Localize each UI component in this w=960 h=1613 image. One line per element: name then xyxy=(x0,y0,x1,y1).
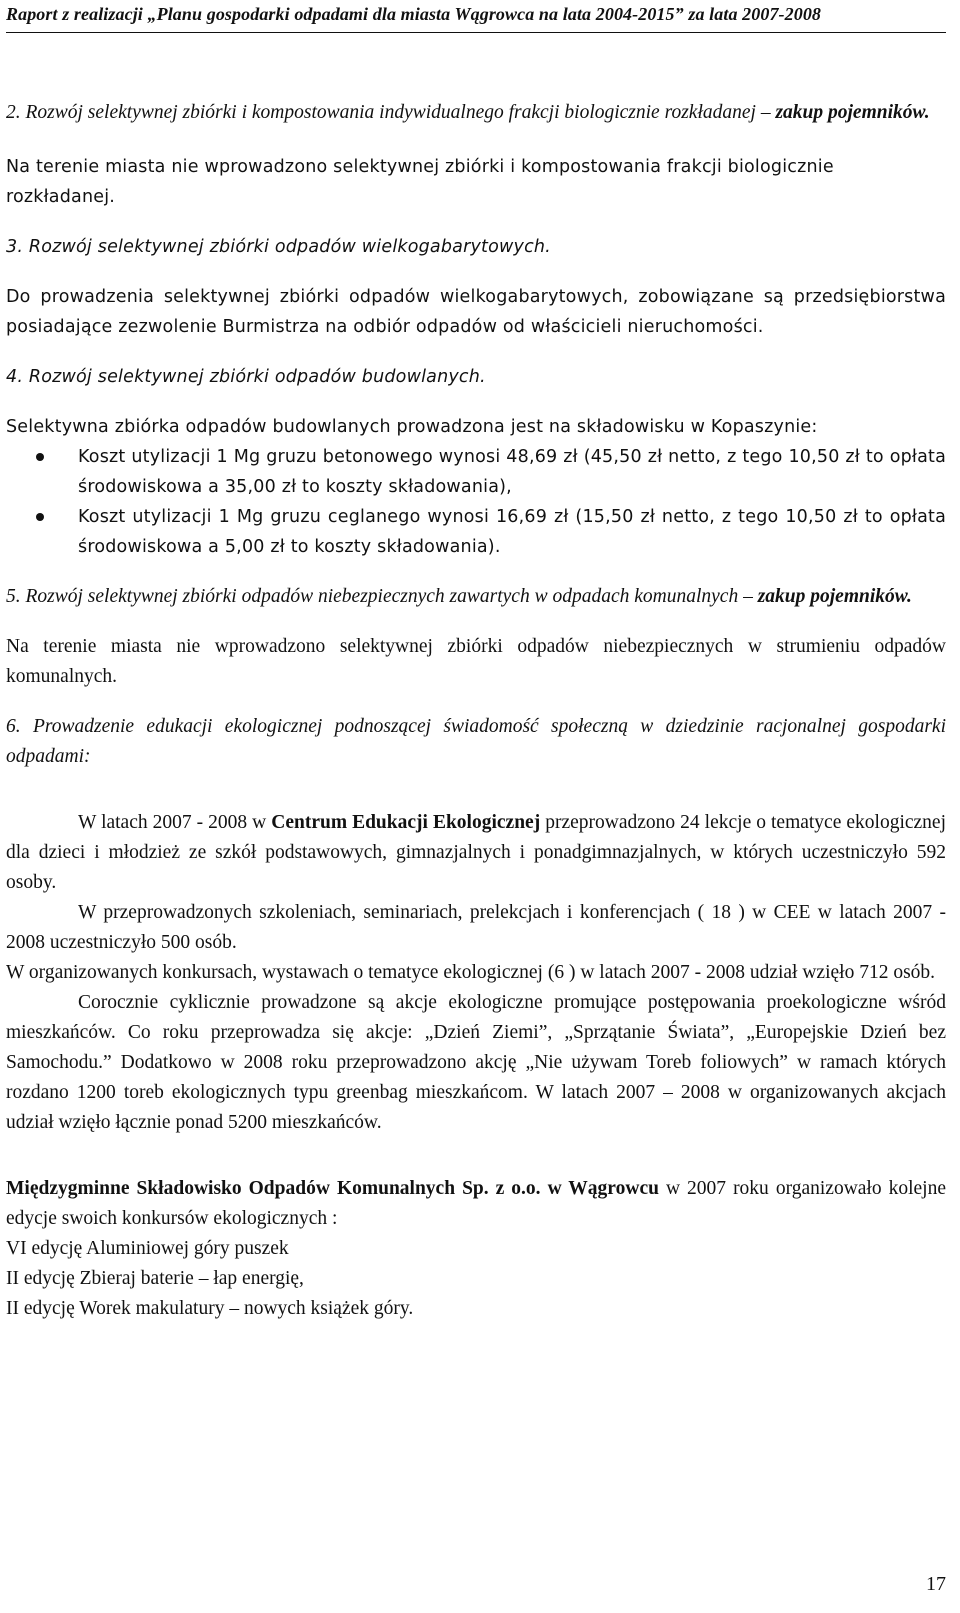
section-6-paragraph-3: W organizowanych konkursach, wystawach o tematyce ekologicznej (6 ) w latach 2007 - 2008 udział wzięło 712 osób. xyxy=(6,962,936,983)
paragraph-text: przeprowadzono 24 lekcje o tematyce ekologicznej dla dzieci i młodzież ze szkół podstawowych, gimnazjalnych i ponadgimnazjalnych, w których uczestniczyło 592 osoby. xyxy=(6,812,947,893)
paragraph-text: w 2007 roku organizowało kolejne edycje swoich konkursów ekologicznych : xyxy=(6,1178,947,1229)
section-5-heading-text: 5. Rozwój selektywnej zbiórki odpadów niebezpiecznych zawartych w odpadach komunalnych – xyxy=(6,586,758,607)
page-number: 17 xyxy=(926,1573,946,1595)
section-3-heading: 3. Rozwój selektywnej zbiórki odpadów wielkogabarytowych. xyxy=(6,237,551,257)
section-2-heading xyxy=(6,98,946,128)
section-6-paragraph-2: W przeprowadzonych szkoleniach, seminariach, prelekcjach i konferencjach ( 18 ) w CEE w latach 2007 - 2008 uczestniczyło 500 osób. xyxy=(6,902,946,953)
section-2-heading-text: 2. Rozwój selektywnej zbiórki i kompostowania indywidualnego frakcji biologicznie rozkładanej – xyxy=(6,102,776,123)
section-6-paragraph-5 xyxy=(6,1174,946,1234)
section-5-body: Na terenie miasta nie wprowadzono selektywnej zbiórki odpadów niebezpiecznych w strumieniu odpadów komunalnych. xyxy=(6,636,946,687)
header-divider xyxy=(6,32,946,33)
section-2-heading-emphasis: zakup pojemników. xyxy=(775,102,930,123)
section-6-paragraph-4: Corocznie cyklicznie prowadzone są akcje ekologiczne promujące postępowania proekologiczne wśród mieszkańców. Co roku przeprowadza się akcje: „Dzień Ziemi”, „Sprzątanie Świata”, „Europejskie Dzień bez Samochodu.” Dodatkowo w 2008 roku przeprowadzono akcję „Nie używam Toreb foliowych” w ramach których rozdano 1200 toreb ekologicznych typu greenbag mieszkańcom. W latach 2007 – 2008 w organizowanych akcjach udział wzięło łącznie ponad 5200 mieszkańców. xyxy=(6,992,946,1133)
list-item xyxy=(6,442,946,502)
section-2-body: Na terenie miasta nie wprowadzono selektywnej zbiórki i kompostowania frakcji biologicznie rozkładanej. xyxy=(6,157,834,207)
section-6-paragraph-1 xyxy=(6,808,946,898)
section-4-heading: 4. Rozwój selektywnej zbiórki odpadów budowlanych. xyxy=(6,367,486,387)
section-5-heading xyxy=(6,582,946,612)
contest-list xyxy=(6,1234,946,1324)
section-5-heading-emphasis: zakup pojemników. xyxy=(757,586,912,607)
bullet-icon xyxy=(36,453,44,461)
list-item xyxy=(6,502,946,562)
list-item: VI edycję Aluminiowej góry puszek xyxy=(6,1238,289,1259)
paragraph-text: W latach 2007 - 2008 w xyxy=(78,812,272,833)
list-item: II edycję Zbieraj baterie – łap energię, xyxy=(6,1268,304,1289)
cee-name: Centrum Edukacji Ekologicznej xyxy=(271,812,541,833)
section-6-heading: 6. Prowadzenie edukacji ekologicznej podnoszącej świadomość społeczną w dziedzinie racjonalnej gospodarki odpadami: xyxy=(6,716,946,767)
page-content xyxy=(6,98,946,1324)
running-header: Raport z realizacji „Planu gospodarki odpadami dla miasta Wągrowca na lata 2004-2015” za lata 2007-2008 xyxy=(6,4,822,24)
list-item: II edycję Worek makulatury – nowych książek góry. xyxy=(6,1298,414,1319)
bullet-icon xyxy=(36,513,44,521)
list-item-text: Koszt utylizacji 1 Mg gruzu ceglanego wynosi 16,69 zł (15,50 zł netto, z tego 10,50 zł to opłata środowiskowa a 5,00 zł to koszty składowania). xyxy=(78,507,946,557)
organization-name: Międzygminne Składowisko Odpadów Komunalnych Sp. z o.o. w Wągrowcu xyxy=(6,1178,659,1199)
section-4-intro: Selektywna zbiórka odpadów budowlanych prowadzona jest na składowisku w Kopaszynie: xyxy=(6,417,818,437)
list-item-text: Koszt utylizacji 1 Mg gruzu betonowego wynosi 48,69 zł (45,50 zł netto, z tego 10,50 zł to opłata środowiskowa a 35,00 zł to koszty składowania), xyxy=(78,447,946,497)
section-3-body: Do prowadzenia selektywnej zbiórki odpadów wielkogabarytowych, zobowiązane są przedsiębiorstwa posiadające zezwolenie Burmistrza na odbiór odpadów od właścicieli nieruchomości. xyxy=(6,287,946,337)
section-4-bullet-list xyxy=(6,442,946,562)
